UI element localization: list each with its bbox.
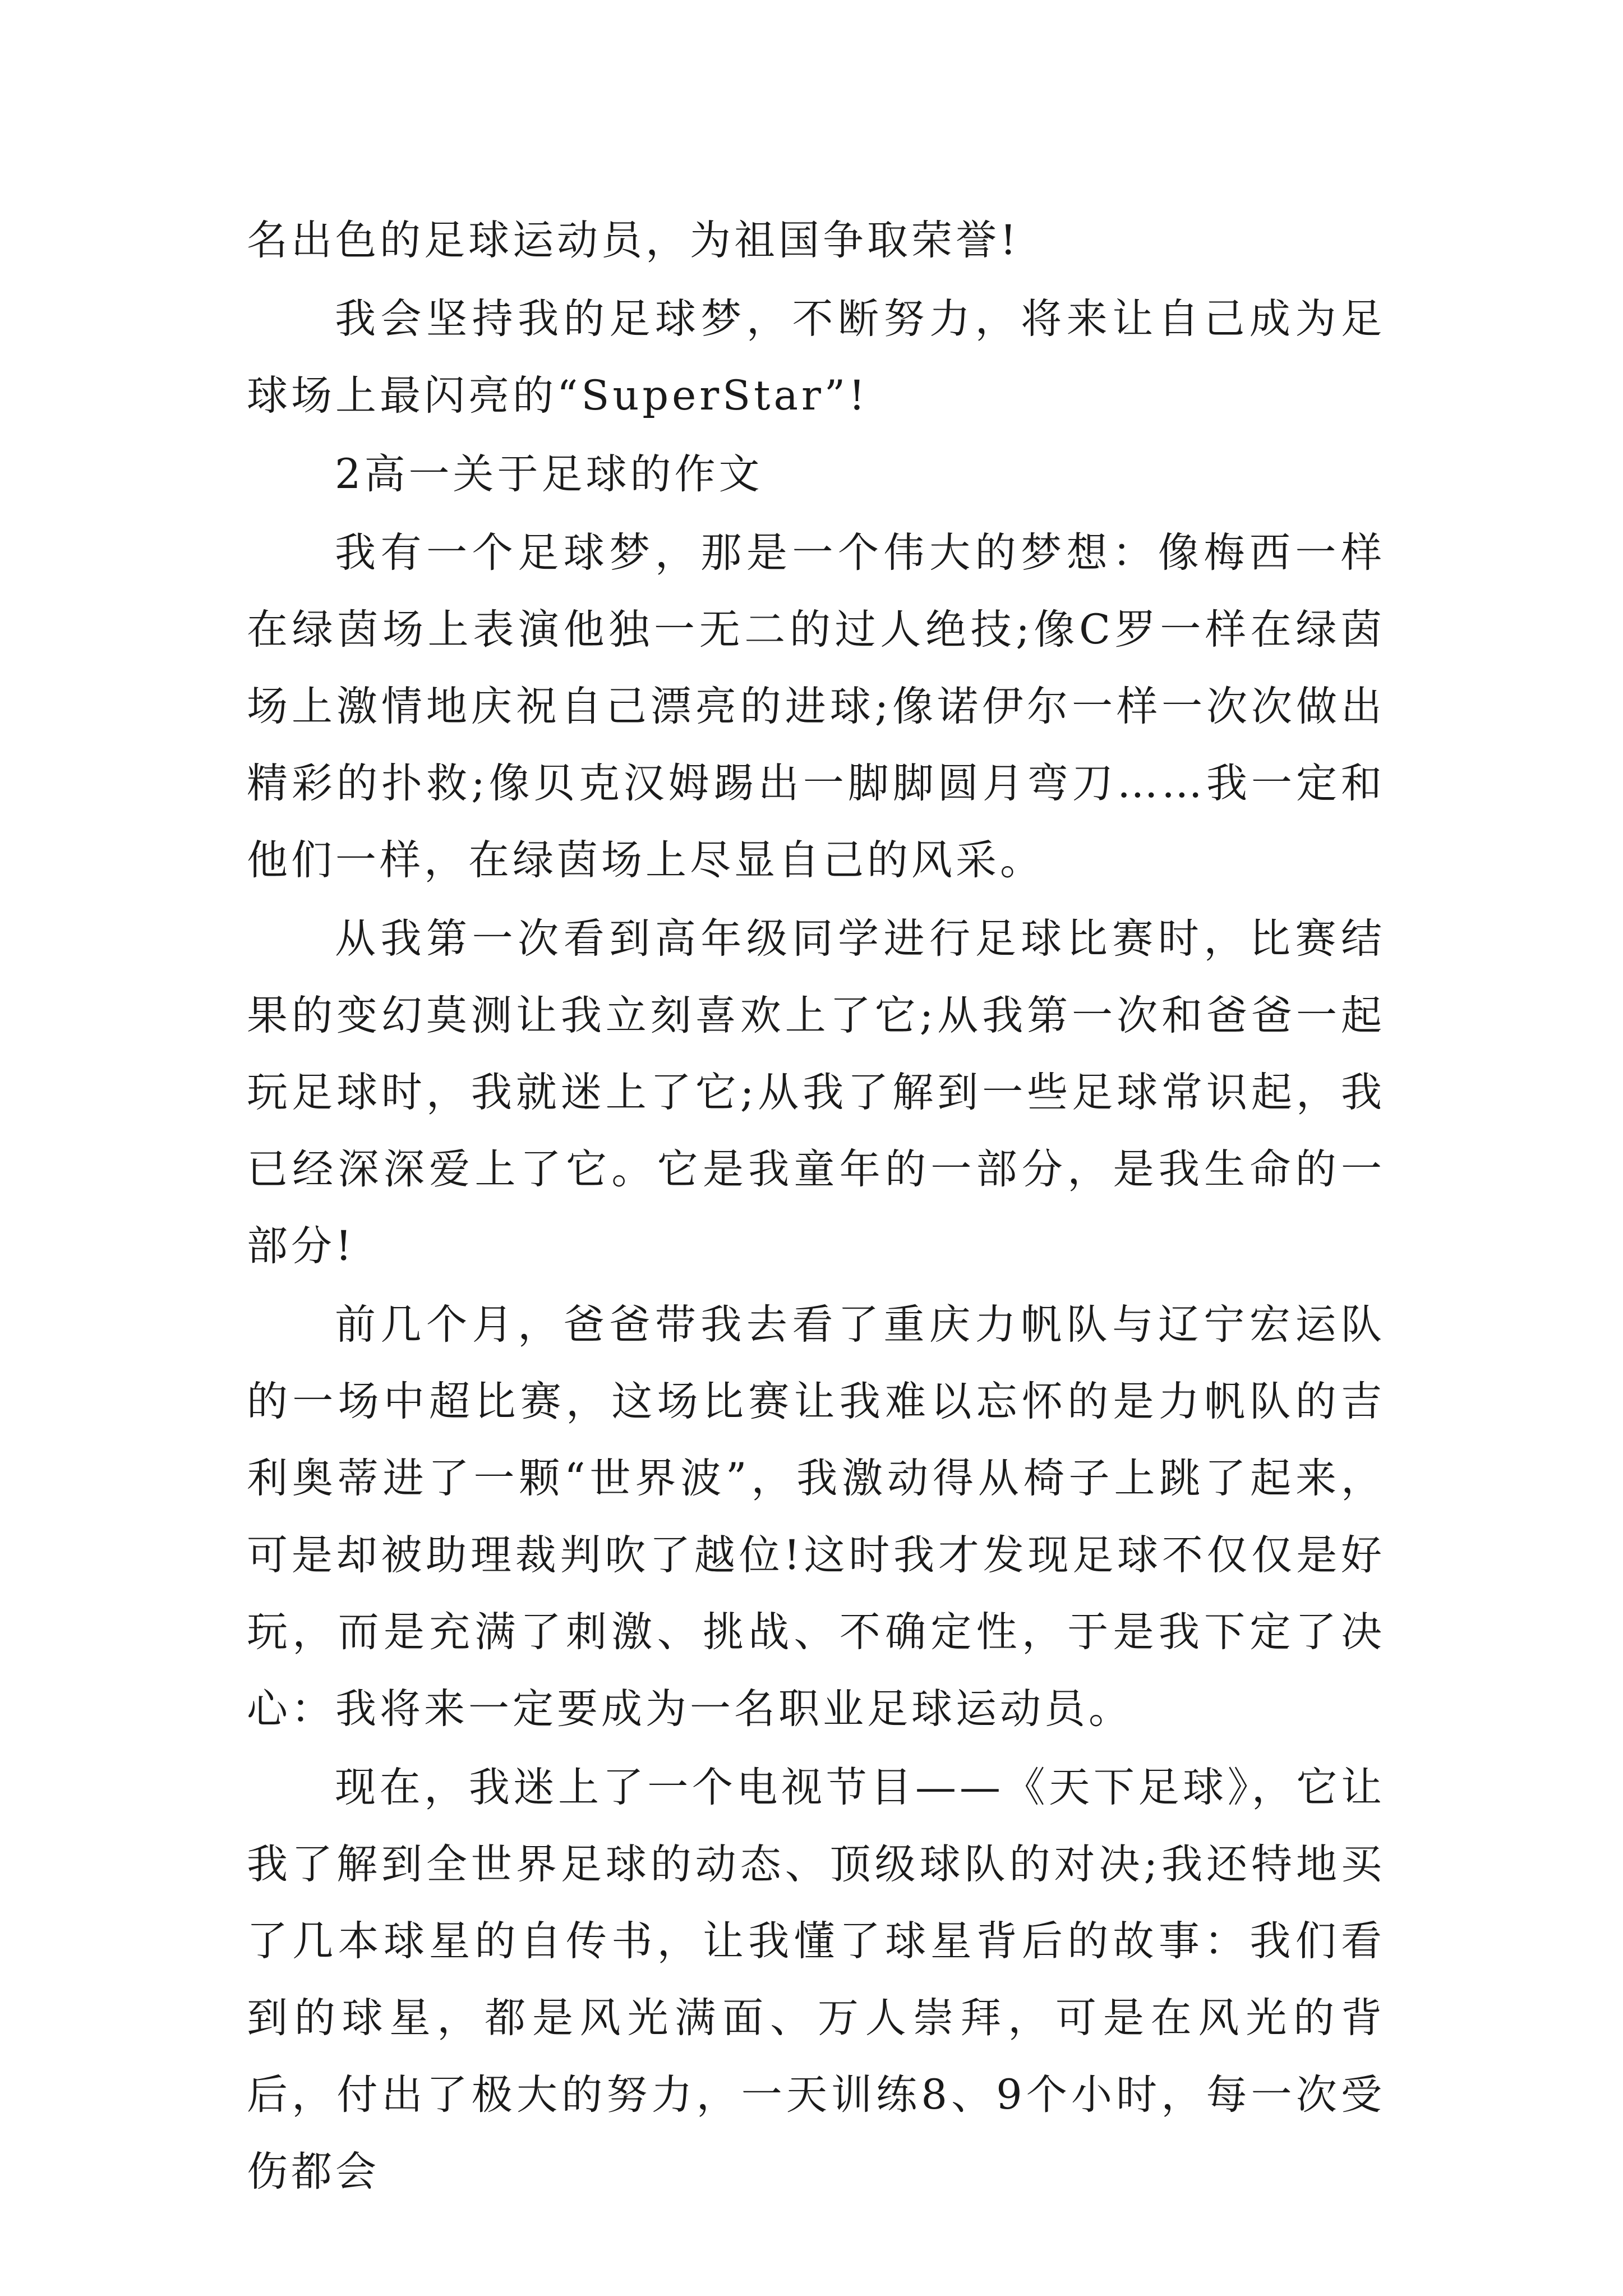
paragraph: 现在，我迷上了一个电视节目——《天下足球》，它让我了解到全世界足球的动态、顶级球队的对决;我还特地买了几本球星的自传书，让我懂了球星背后的故事：我们看到的球星，都是风光满面、万人崇拜，可是在风光的背后，付出了极大的努力，一天训练8、9个小时，每一次受伤都会	[247, 1764, 1385, 2196]
section-heading: 2高一关于足球的作文	[335, 450, 763, 498]
paragraph-continuation: 名出色的足球运动员，为祖国争取荣誉!	[247, 217, 1020, 264]
document-body	[247, 202, 1385, 2212]
paragraph: 从我第一次看到高年级同学进行足球比赛时，比赛结果的变幻莫测让我立刻喜欢上了它;从我第一次和爸爸一起玩足球时，我就迷上了它;从我了解到一些足球常识起，我已经深深爱上了它。它是我童年的一部分，是我生命的一部分!	[247, 915, 1385, 1270]
paragraph: 前几个月，爸爸带我去看了重庆力帆队与辽宁宏运队的一场中超比赛，这场比赛让我难以忘怀的是力帆队的吉利奥蒂进了一颗“世界波”，我激动得从椅子上跳了起来，可是却被助理裁判吹了越位!这时我才发现足球不仅仅是好玩，而是充满了刺激、挑战、不确定性，于是我下定了决心：我将来一定要成为一名职业足球运动员。	[247, 1301, 1385, 1733]
paragraph: 我会坚持我的足球梦，不断努力，将来让自己成为足球场上最闪亮的“SuperStar”!	[247, 295, 1385, 420]
paragraph: 我有一个足球梦，那是一个伟大的梦想：像梅西一样在绿茵场上表演他独一无二的过人绝技;像C罗一样在绿茵场上激情地庆祝自己漂亮的进球;像诺伊尔一样一次次做出精彩的扑救;像贝克汉姆踢出一脚脚圆月弯刀……我一定和他们一样，在绿茵场上尽显自己的风采。	[247, 529, 1385, 884]
